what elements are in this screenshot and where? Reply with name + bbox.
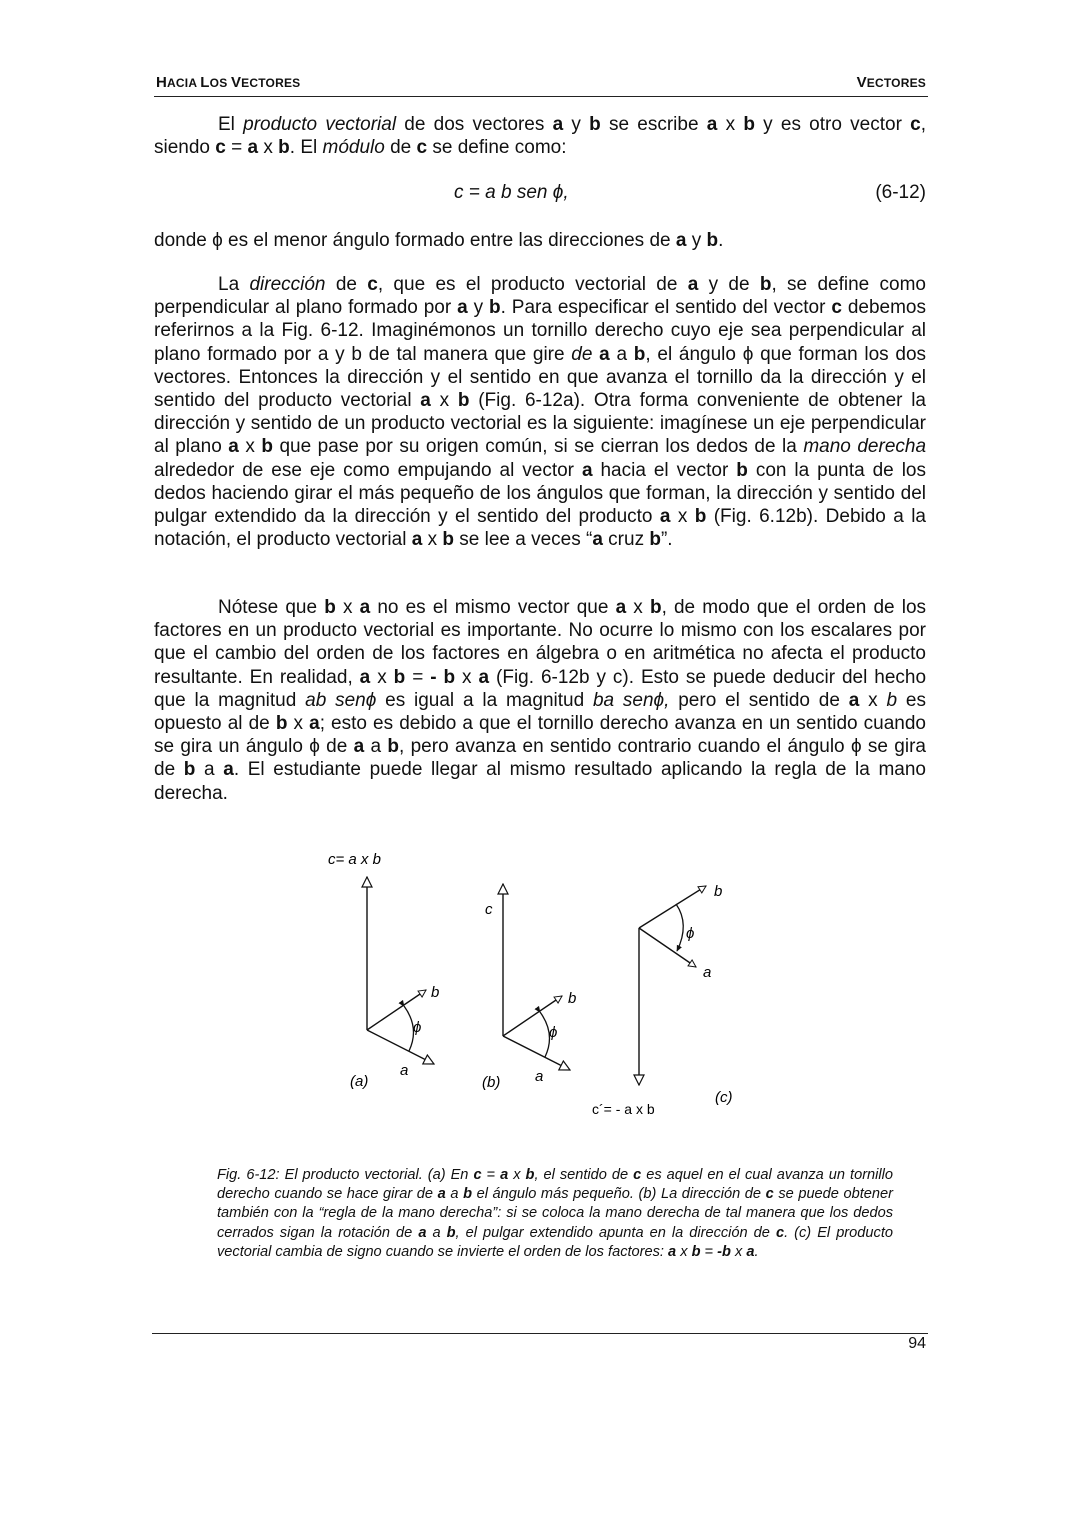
panel-c	[592, 883, 733, 1117]
vector-b-arrow	[639, 886, 706, 928]
label-b: b	[714, 883, 723, 900]
label-c-prime: c´= - a x b	[592, 1101, 655, 1117]
equation-formula: c = a b sen ϕ,	[454, 182, 569, 203]
vector-a-arrow	[367, 1030, 434, 1064]
panel-a	[328, 851, 439, 1090]
label-phi: ϕ	[413, 1019, 422, 1036]
paragraph-1: El producto vectorial de dos vectores a y b se escribe a x b y es otro vector c, siendo c = a x b. El módulo de c se define como:	[154, 114, 926, 159]
vector-a-arrow	[503, 1036, 570, 1070]
figure-6-12	[310, 840, 770, 1130]
label-c-equals-a-cross-b: c= a x b	[328, 851, 381, 868]
label-phi: ϕ	[686, 925, 695, 942]
panel-label-b: (b)	[482, 1074, 501, 1091]
label-phi: ϕ	[549, 1024, 558, 1041]
panel-label-a: (a)	[350, 1073, 369, 1090]
label-a: a	[535, 1068, 544, 1085]
label-a: a	[703, 964, 712, 981]
page-number: 94	[908, 1335, 926, 1352]
label-c: c	[485, 901, 493, 918]
angle-arc	[676, 904, 683, 951]
header-chapter-title: VECTORES	[856, 74, 926, 91]
label-b: b	[568, 990, 577, 1007]
panel-label-c: (c)	[715, 1089, 733, 1106]
equation-6-12	[154, 182, 926, 206]
running-header	[154, 72, 928, 97]
equation-number: (6-12)	[875, 182, 926, 203]
paragraph-3: La dirección de c, que es el producto vectorial de a y de b, se define como perpendicular al plano formado por a y b. Para especificar el sentido del vector c debemos referirnos a la Fig. 6-12. Imaginémonos un tornillo derecho cuyo eje sea perpendicular al plano formado por a y b de tal manera que gire de a a b, el ángulo ϕ que forman los dos vectores. Entonces la dirección y el sentido en que avanza el tornillo da la dirección y el sentido del producto vectorial a x b (Fig. 6-12a). Otra forma conveniente de obtener la dirección y sentido de un producto vectorial es la siguiente: imagínese un eje perpendicular al plano a x b que pase por su origen común, si se cierran los dedos de la mano derecha alrededor de ese eje como empujando al vector a hacia el vector b con la punta de los dedos haciendo girar el más pequeño de los ángulos que forman, la dirección y sentido del pulgar extendido da la dirección y el sentido del producto a x b (Fig. 6.12b). Debido a la notación, el producto vectorial a x b se lee a veces “a cruz b”.	[154, 274, 927, 551]
paragraph-4: Nótese que b x a no es el mismo vector que a x b, de modo que el orden de los factores en un producto vectorial es importante. No ocurre lo mismo con los escalares por que el cambio del orden de los factores en álgebra o en aritmética no afecta el producto resultante. En realidad, a x b = - b x a (Fig. 6-12b y c). Esto se puede deducir del hecho que la magnitud ab senϕ es igual a la magnitud ba senϕ, pero el sentido de a x b es opuesto al de b x a; esto es debido a que el tornillo derecho avanza en un sentido cuando se gira un ángulo ϕ de a a b, pero avanza en sentido contrario cuando el ángulo ϕ se gira de b a a. El estudiante puede llegar al mismo resultado aplicando la regla de la mano derecha.	[154, 597, 927, 804]
cross-product-diagram	[310, 840, 770, 1130]
label-b: b	[431, 984, 440, 1001]
label-a: a	[400, 1062, 409, 1079]
paragraph-2: donde ϕ es el menor ángulo formado entre las direcciones de a y b.	[154, 230, 724, 251]
panel-b	[482, 884, 576, 1091]
figure-caption: Fig. 6-12: El producto vectorial. (a) En c = a x b, el sentido de c es aquel en el cual avanza un tornillo derecho cuando se hace girar de a a b el ángulo más pequeño. (b) La dirección de c se puede obtener también con la “regla de la mano derecha”: si se coloca la mano derecha de tal manera que los dedos cerrados sigan la rotación de a a b, el pulgar extendido apunta en la dirección de c. (c) El producto vectorial cambia de signo cuando se invierte el orden de los factores: a x b = -b x a.	[217, 1167, 894, 1260]
footer-rule	[152, 1333, 928, 1334]
header-book-title: HACIA LOS VECTORES	[156, 74, 301, 91]
